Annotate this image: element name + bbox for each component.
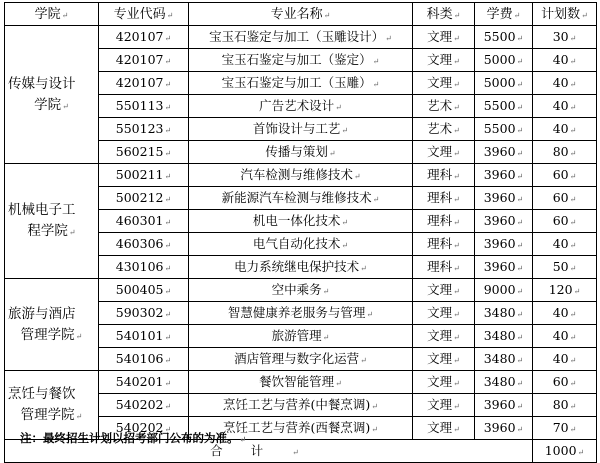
major-name-cell: 烹饪工艺与营养(西餐烹调) ↵ — [189, 417, 413, 440]
major-code-cell: 420107 ↵ — [99, 72, 189, 95]
major-name-cell: 餐饮智能管理 ↵ — [189, 371, 413, 394]
tuition-cell: 3480 ↵ — [475, 325, 533, 348]
header-major-name: 专业名称 ↵ — [189, 3, 413, 26]
plan-count-cell: 40 ↵ — [533, 302, 597, 325]
category-cell: 文理 ↵ — [413, 279, 475, 302]
category-cell: 文理 ↵ — [413, 394, 475, 417]
college-name-line: 旅游与酒店 — [8, 305, 76, 322]
major-code-cell: 550123 ↵ — [99, 118, 189, 141]
header-tuition: 学费 ↵ — [475, 3, 533, 26]
tuition-cell: 3480 ↵ — [475, 302, 533, 325]
total-label: 合计 ↵ — [5, 440, 533, 463]
plan-count-cell: 70 ↵ — [533, 417, 597, 440]
plan-count-cell: 40 ↵ — [533, 233, 597, 256]
major-name-cell: 宝玉石鉴定与加工（玉雕设计） ↵ — [189, 26, 413, 49]
plan-count-cell: 40 ↵ — [533, 325, 597, 348]
plan-count-cell: 120 ↵ — [533, 279, 597, 302]
category-cell: 理科 ↵ — [413, 256, 475, 279]
tuition-cell: 3960 ↵ — [475, 417, 533, 440]
major-code-cell: 420107 ↵ — [99, 26, 189, 49]
category-cell: 艺术 ↵ — [413, 95, 475, 118]
tuition-cell: 9000 ↵ — [475, 279, 533, 302]
enrollment-plan-table — [4, 2, 597, 463]
category-cell: 文理 ↵ — [413, 26, 475, 49]
plan-count-cell: 60 ↵ — [533, 187, 597, 210]
tuition-cell: 3480 ↵ — [475, 371, 533, 394]
category-cell: 文理 ↵ — [413, 141, 475, 164]
tuition-cell: 5500 ↵ — [475, 26, 533, 49]
major-code-cell: 420107 ↵ — [99, 49, 189, 72]
tuition-cell: 3960 ↵ — [475, 233, 533, 256]
college-name-line: 传媒与设计 — [8, 75, 76, 92]
major-name-cell: 智慧健康养老服务与管理 ↵ — [189, 302, 413, 325]
table-row — [5, 371, 597, 394]
college-name-line: 管理学院 ↵ — [8, 325, 95, 346]
category-cell: 理科 ↵ — [413, 164, 475, 187]
major-name-cell: 首饰设计与工艺 ↵ — [189, 118, 413, 141]
category-cell: 文理 ↵ — [413, 302, 475, 325]
tuition-cell: 3960 ↵ — [475, 256, 533, 279]
total-value: 1000 ↵ — [533, 440, 597, 463]
plan-count-cell: 40 ↵ — [533, 348, 597, 371]
tuition-cell: 5000 ↵ — [475, 49, 533, 72]
major-name-cell: 广告艺术设计 ↵ — [189, 95, 413, 118]
college-name-cell — [5, 279, 99, 371]
plan-count-cell: 30 ↵ — [533, 26, 597, 49]
tuition-cell: 3480 ↵ — [475, 348, 533, 371]
table-row — [5, 26, 597, 49]
tuition-cell: 5000 ↵ — [475, 72, 533, 95]
plan-count-cell: 50 ↵ — [533, 256, 597, 279]
header-plan-count: 计划数 ↵ — [533, 3, 597, 26]
tuition-cell: 5500 ↵ — [475, 118, 533, 141]
major-code-cell: 460306 ↵ — [99, 233, 189, 256]
category-cell: 理科 ↵ — [413, 210, 475, 233]
footnote: 注：最终招生计划以招考部门公布的为准。 ↵ — [20, 430, 246, 446]
table-row — [5, 164, 597, 187]
plan-count-cell: 40 ↵ — [533, 72, 597, 95]
major-name-cell: 电气自动化技术 ↵ — [189, 233, 413, 256]
plan-count-cell: 80 ↵ — [533, 141, 597, 164]
category-cell: 文理 ↵ — [413, 371, 475, 394]
plan-count-cell: 60 ↵ — [533, 210, 597, 233]
tuition-cell: 3960 ↵ — [475, 394, 533, 417]
college-name-line: 管理学院 ↵ — [8, 405, 95, 426]
category-cell: 理科 ↵ — [413, 187, 475, 210]
college-name-cell — [5, 164, 99, 279]
major-code-cell: 460301 ↵ — [99, 210, 189, 233]
table-header — [5, 3, 597, 26]
major-name-cell: 空中乘务 ↵ — [189, 279, 413, 302]
category-cell: 文理 ↵ — [413, 72, 475, 95]
header-row — [5, 3, 597, 26]
major-name-cell: 宝玉石鉴定与加工（鉴定） ↵ — [189, 49, 413, 72]
major-code-cell: 540101 ↵ — [99, 325, 189, 348]
major-name-cell: 汽车检测与维修技术 ↵ — [189, 164, 413, 187]
tuition-cell: 5500 ↵ — [475, 95, 533, 118]
college-name-line: 学院 ↵ — [8, 95, 95, 116]
college-name-line: 机械电子工 — [8, 202, 76, 219]
major-code-cell: 540106 ↵ — [99, 348, 189, 371]
category-cell: 文理 ↵ — [413, 325, 475, 348]
tuition-cell: 3960 ↵ — [475, 187, 533, 210]
major-code-cell: 540201 ↵ — [99, 371, 189, 394]
category-cell: 理科 ↵ — [413, 233, 475, 256]
major-name-cell: 新能源汽车检测与维修技术 ↵ — [189, 187, 413, 210]
tuition-cell: 3960 ↵ — [475, 164, 533, 187]
major-code-cell: 430106 ↵ — [99, 256, 189, 279]
major-name-cell: 传播与策划 ↵ — [189, 141, 413, 164]
major-name-cell: 机电一体化技术 ↵ — [189, 210, 413, 233]
plan-count-cell: 40 ↵ — [533, 49, 597, 72]
category-cell: 艺术 ↵ — [413, 118, 475, 141]
category-cell: 文理 ↵ — [413, 49, 475, 72]
plan-count-cell: 40 ↵ — [533, 118, 597, 141]
table-body — [5, 26, 597, 440]
major-name-cell: 酒店管理与数字化运营 ↵ — [189, 348, 413, 371]
major-name-cell: 旅游管理 ↵ — [189, 325, 413, 348]
college-name-cell — [5, 26, 99, 164]
major-code-cell: 540202 ↵ — [99, 417, 189, 440]
plan-count-cell: 80 ↵ — [533, 394, 597, 417]
major-code-cell: 500212 ↵ — [99, 187, 189, 210]
major-code-cell: 500211 ↵ — [99, 164, 189, 187]
major-name-cell: 烹饪工艺与营养(中餐烹调) ↵ — [189, 394, 413, 417]
major-code-cell: 500405 ↵ — [99, 279, 189, 302]
header-category: 科类 ↵ — [413, 3, 475, 26]
header-major-code: 专业代码 ↵ — [99, 3, 189, 26]
plan-count-cell: 60 ↵ — [533, 164, 597, 187]
category-cell: 文理 ↵ — [413, 417, 475, 440]
tuition-cell: 3960 ↵ — [475, 210, 533, 233]
header-college: 学院 ↵ — [5, 3, 99, 26]
major-code-cell: 540202 ↵ — [99, 394, 189, 417]
plan-count-cell: 60 ↵ — [533, 371, 597, 394]
major-code-cell: 560215 ↵ — [99, 141, 189, 164]
college-name-line: 程学院 ↵ — [8, 221, 95, 242]
table-row — [5, 279, 597, 302]
tuition-cell: 3960 ↵ — [475, 141, 533, 164]
major-code-cell: 590302 ↵ — [99, 302, 189, 325]
major-name-cell: 宝玉石鉴定与加工（玉雕） ↵ — [189, 72, 413, 95]
college-name-line: 烹饪与餐饮 — [8, 386, 76, 403]
category-cell: 文理 ↵ — [413, 348, 475, 371]
major-code-cell: 550113 ↵ — [99, 95, 189, 118]
major-name-cell: 电力系统继电保护技术 ↵ — [189, 256, 413, 279]
plan-count-cell: 40 ↵ — [533, 95, 597, 118]
